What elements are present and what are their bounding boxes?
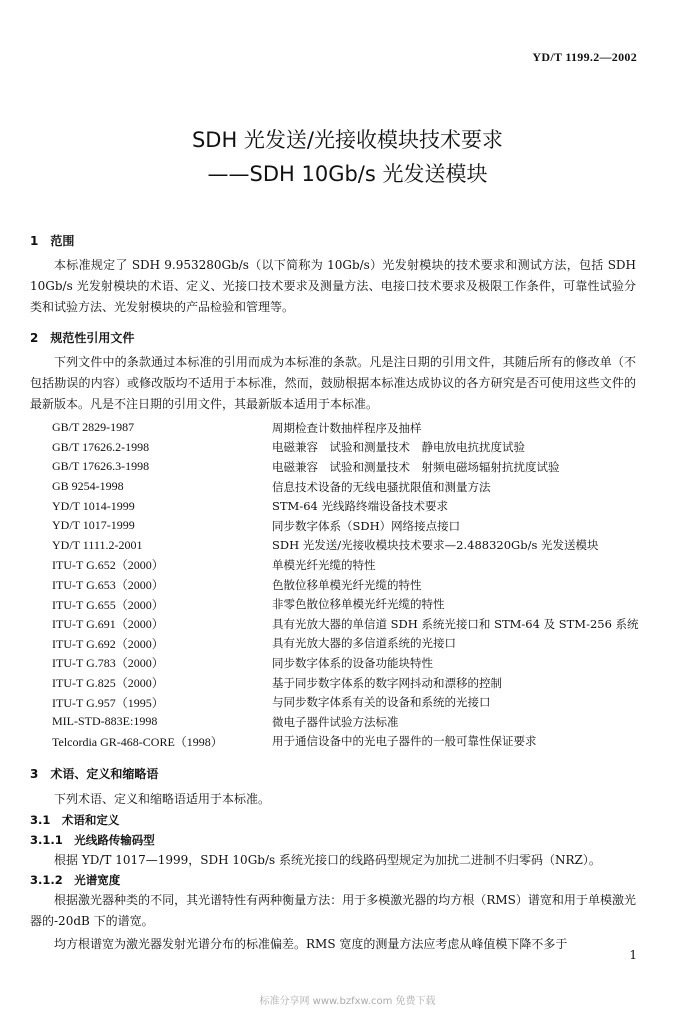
- reference-title: SDH 光发送/光接收模块技术要求—2.488320Gb/s 光发送模块: [272, 538, 599, 553]
- reference-row: [52, 496, 642, 516]
- reference-row: [52, 457, 642, 477]
- reference-code: YD/T 1111.2-2001: [52, 537, 143, 552]
- section-1-heading: 1 范围: [30, 234, 75, 248]
- reference-title: 非零色散位移单模光纤光缆的特性: [272, 597, 445, 612]
- standard-code: YD/T 1199.2—2002: [532, 50, 637, 64]
- reference-row: [52, 438, 642, 458]
- reference-code: GB/T 17626.2-1998: [52, 439, 150, 454]
- reference-code: ITU-T G.783（2000）: [52, 656, 164, 671]
- reference-code: YD/T 1014-1999: [52, 498, 135, 513]
- reference-row: [52, 712, 642, 732]
- reference-title: 电磁兼容 试验和测量技术 射频电磁场辐射抗扰度试验: [272, 459, 560, 474]
- reference-row: [52, 555, 642, 575]
- section-3-1-2-heading: 3.1.2 光谱宽度: [30, 873, 121, 887]
- reference-title: STM-64 光线路终端设备技术要求: [272, 499, 448, 514]
- reference-title: 具有光放大器的多信道系统的光接口: [272, 636, 456, 651]
- reference-title: 信息技术设备的无线电骚扰限值和测量方法: [272, 479, 491, 494]
- reference-row: [52, 594, 642, 614]
- page-number: 1: [629, 948, 637, 962]
- reference-code: GB 9254-1998: [52, 479, 124, 494]
- reference-row: [52, 692, 642, 712]
- document-title: SDH 光发送/光接收模块技术要求: [191, 128, 504, 152]
- reference-title: 色散位移单模光纤光缆的特性: [272, 577, 422, 592]
- reference-title: 周期检查计数抽样程序及抽样: [272, 420, 422, 435]
- reference-code: ITU-T G.691（2000）: [52, 617, 164, 632]
- section-2-heading: 2 规范性引用文件: [30, 331, 135, 345]
- reference-title: 同步数字体系的设备功能块特性: [272, 655, 433, 670]
- reference-code: Telcordia GR-468-CORE（1998）: [52, 734, 223, 749]
- document-subtitle: ——SDH 10Gb/s 光发送模块: [207, 162, 488, 186]
- reference-code: ITU-T G.655（2000）: [52, 597, 164, 612]
- reference-code: GB/T 17626.3-1998: [52, 459, 150, 474]
- reference-row: [52, 516, 642, 536]
- reference-code: MIL-STD-883E:1998: [52, 714, 158, 729]
- reference-list: [52, 418, 642, 751]
- reference-title: 与同步数字体系有关的设备和系统的光接口: [272, 695, 491, 710]
- reference-row: [52, 418, 642, 438]
- reference-code: ITU-T G.692（2000）: [52, 636, 164, 651]
- reference-row: [52, 653, 642, 673]
- reference-title: 基于同步数字体系的数字网抖动和漂移的控制: [272, 675, 502, 690]
- section-2-text: 下列文件中的条款通过本标准的引用而成为本标准的条款。凡是注日期的引用文件，其随后所有的修改单（不包括勘误的内容）或修改版均不适用于本标准，然而，鼓励根据本标准达成协议的各方研究是否可使用这些文件的最新版本。凡是不注日期的引用文件，其最新版本适用于本标准。: [30, 355, 636, 411]
- section-3-1-heading: 3.1 术语和定义: [30, 813, 120, 827]
- reference-code: ITU-T G.653（2000）: [52, 578, 164, 593]
- reference-title: 具有光放大器的单信道 SDH 系统光接口和 STM-64 及 STM-256 系统: [272, 616, 639, 631]
- reference-title: 单模光纤光缆的特性: [272, 557, 376, 572]
- reference-row: [52, 673, 642, 693]
- reference-code: ITU-T G.825（2000）: [52, 676, 164, 691]
- reference-code: ITU-T G.652（2000）: [52, 558, 164, 573]
- footer-watermark: 标准分享网 www.bzfxw.com 免费下载: [259, 996, 436, 1007]
- reference-title: 微电子器件试验方法标准: [272, 714, 399, 729]
- reference-row: [52, 477, 642, 497]
- reference-row: [52, 575, 642, 595]
- reference-title: 电磁兼容 试验和测量技术 静电放电抗扰度试验: [272, 440, 525, 455]
- section-1-text: 本标准规定了 SDH 9.953280Gb/s（以下简称为 10Gb/s）光发射模块的技术要求和测试方法，包括 SDH 10Gb/s 光发射模块的术语、定义、光接口技术要求及测量方法、电接口技术要求及极限工作条件，可靠性试验分类和试验方法、光发射模块的产品检验和管理等。: [30, 258, 636, 314]
- reference-title: 用于通信设备中的光电子器件的一般可靠性保证要求: [272, 734, 537, 749]
- reference-code: GB/T 2829-1987: [52, 420, 135, 435]
- reference-code: YD/T 1017-1999: [52, 518, 135, 533]
- section-3-1-2-text-2: 均方根谱宽为激光器发射光谱分布的标准偏差。RMS 宽度的测量方法应考虑从峰值模下降不多于: [54, 937, 568, 951]
- reference-row: [52, 732, 642, 752]
- section-3-text: 下列术语、定义和缩略语适用于本标准。: [54, 792, 271, 806]
- reference-title: 同步数字体系（SDH）网络接点接口: [272, 518, 461, 533]
- reference-row: [52, 634, 642, 654]
- reference-row: [52, 614, 642, 634]
- section-3-1-2-text-1: 根据激光器种类的不同，其光谱特性有两种衡量方法：用于多模激光器的均方根（RMS）谱宽和用于单模激光器的-20dB 下的谱宽。: [30, 893, 636, 928]
- reference-row: [52, 536, 642, 556]
- section-3-1-1-text: 根据 YD/T 1017—1999，SDH 10Gb/s 系统光接口的线路码型规定为加扰二进制不归零码（NRZ）。: [54, 853, 601, 867]
- section-3-1-1-heading: 3.1.1 光线路传输码型: [30, 833, 155, 847]
- section-3-heading: 3 术语、定义和缩略语: [30, 767, 159, 781]
- reference-code: ITU-T G.957（1995）: [52, 695, 164, 710]
